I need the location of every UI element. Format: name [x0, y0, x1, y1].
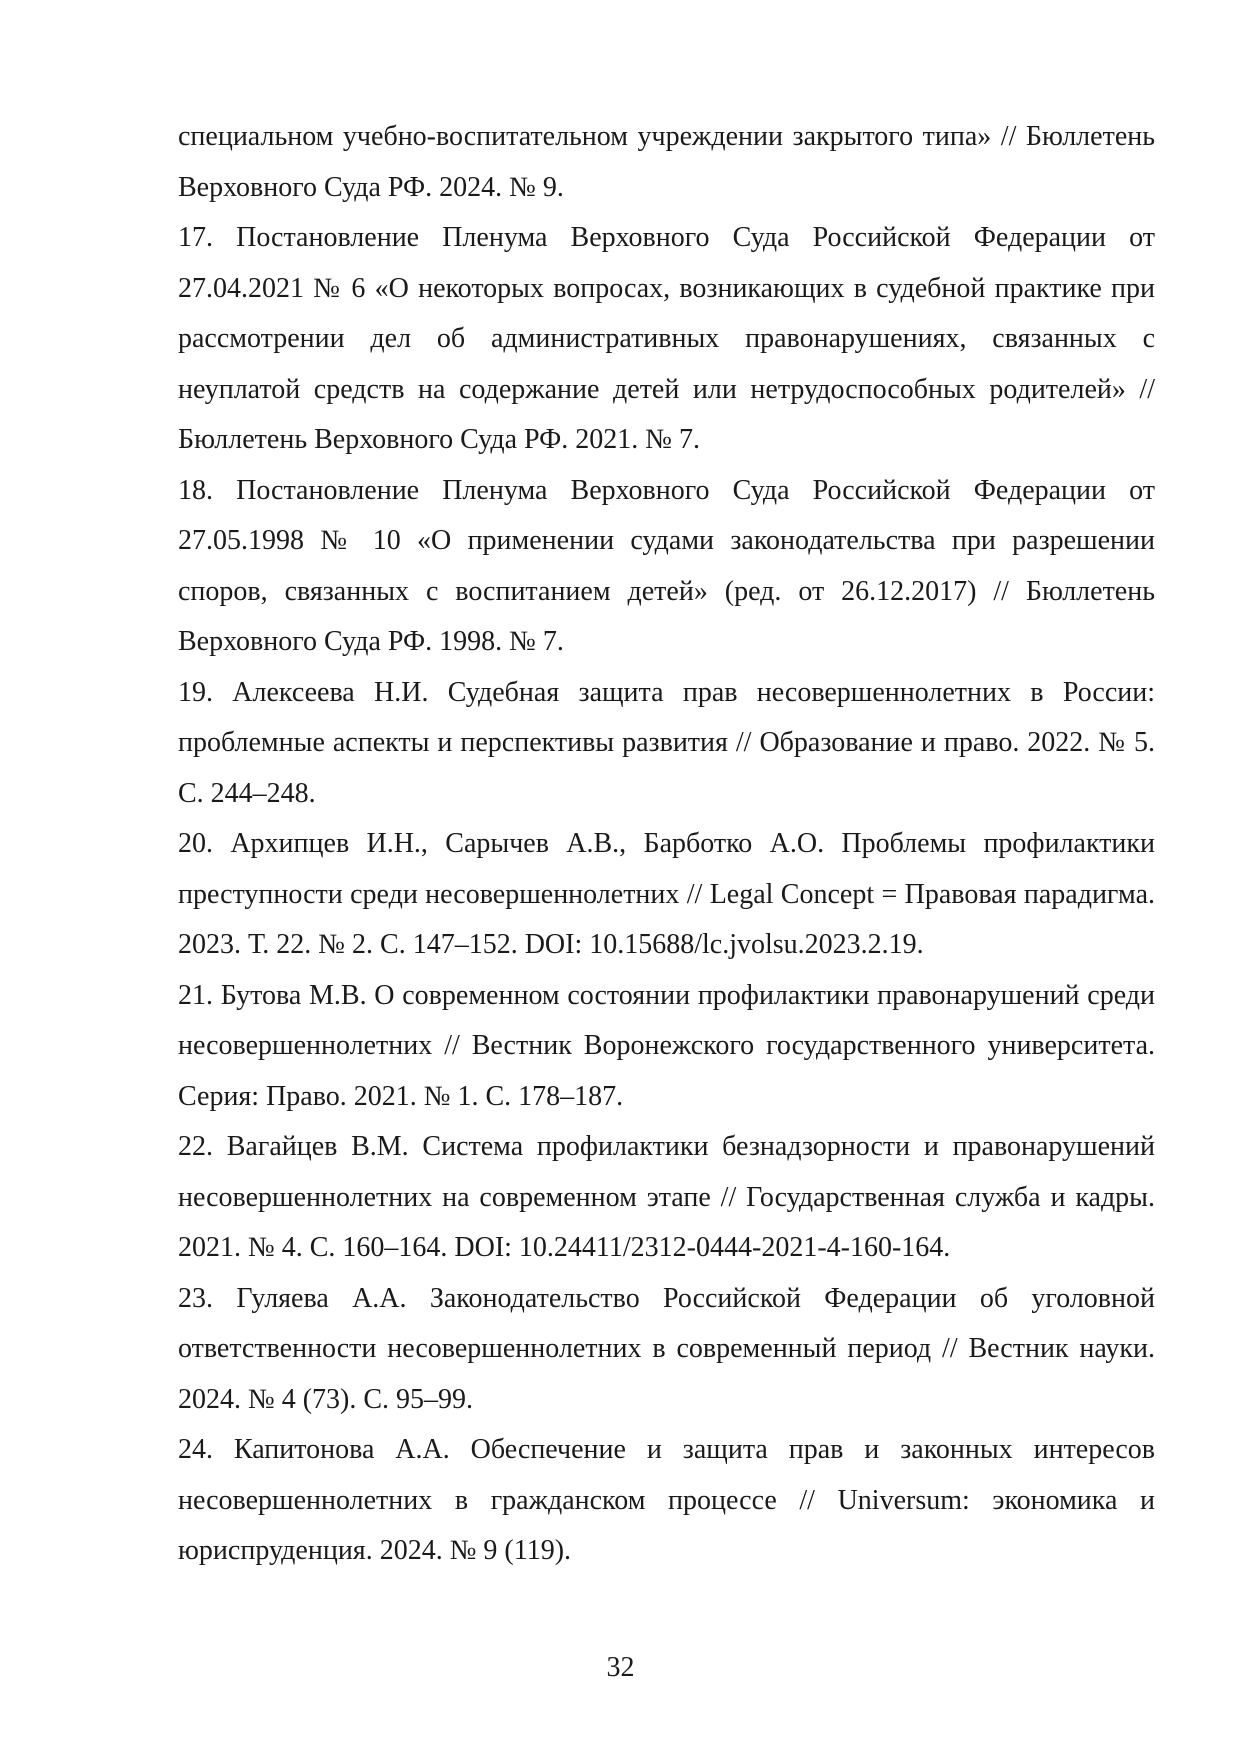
reference-entry: 22. Вагайцев В.М. Система профилактики безнадзорности и правонарушений несовершеннолетних на современном этапе // Государственная служба и кадры. 2021. № 4. С. 160–164. DOI: 10.24411/2312-0444-2021-4-160-164.: [178, 1131, 1155, 1263]
reference-entry: 24. Капитонова А.А. Обеспечение и защита прав и законных интересов несовершеннолетних в гражданском процессе // Universum: экономика и юриспруденция. 2024. № 9 (119).: [178, 1434, 1155, 1566]
reference-entry: 21. Бутова М.В. О современном состоянии профилактики правонарушений среди несовершеннолетних // Вестник Воронежского государственного университета. Серия: Право. 2021. № 1. С. 178–187.: [178, 979, 1155, 1112]
reference-entry: 20. Архипцев И.Н., Сарычев А.В., Барботко А.О. Проблемы профилактики преступности среди несовершеннолетних // Legal Concept = Правовая парадигма. 2023. Т. 22. № 2. С. 147–152. DOI: 10.15688/lc.jvolsu.2023.2.19.: [178, 828, 1155, 960]
reference-entry: 19. Алексеева Н.И. Судебная защита прав несовершеннолетних в России: проблемные аспекты и перспективы развития // Образование и право. 2022. № 5. С. 244–248.: [178, 676, 1155, 809]
reference-entry: 23. Гуляева А.А. Законодательство Российской Федерации об уголовной ответственности несовершеннолетних в современный период // Вестник науки. 2024. № 4 (73). С. 95–99.: [178, 1282, 1155, 1415]
reference-entry: 17. Постановление Пленума Верховного Суда Российской Федерации от 27.04.2021 № 6 «О некоторых вопросах, возникающих в судебной практике при рассмотрении дел об административных правонарушениях, связанных с неуплатой средств на содержание детей или нетрудоспособных родителей» // Бюллетень Верховного Суда РФ. 2021. № 7.: [178, 222, 1155, 455]
reference-entry: специальном учебно-воспитательном учреждении закрытого типа» // Бюллетень Верховного Суда РФ. 2024. № 9.: [178, 121, 1155, 203]
reference-list: [178, 112, 1155, 1577]
page-number: 32: [606, 1652, 635, 1683]
reference-entry: 18. Постановление Пленума Верховного Суда Российской Федерации от 27.05.1998 № 10 «О применении судами законодательства при разрешении споров, связанных с воспитанием детей» (ред. от 26.12.2017) // Бюллетень Верховного Суда РФ. 1998. № 7.: [178, 474, 1155, 657]
